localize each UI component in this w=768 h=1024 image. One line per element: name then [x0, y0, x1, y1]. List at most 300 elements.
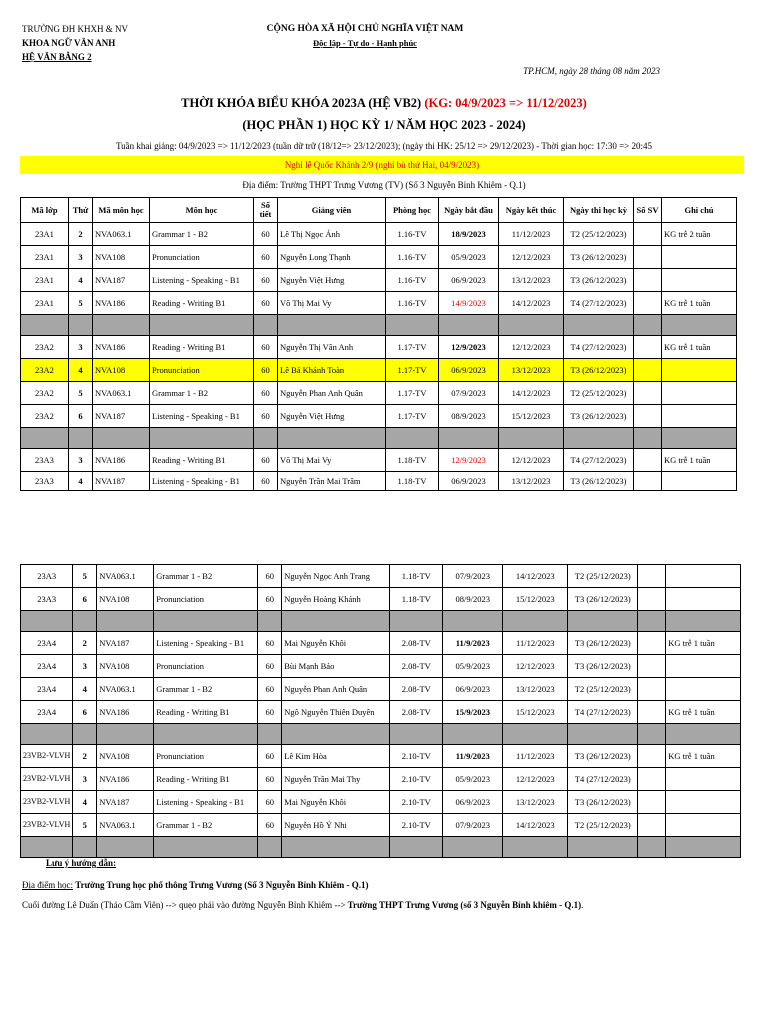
course-code-cell: NVA063.1 — [93, 223, 150, 246]
separator-cell — [69, 428, 93, 449]
exam-date-cell: T4 (27/12/2023) — [568, 701, 638, 724]
end-date-cell: 15/12/2023 — [503, 588, 568, 611]
room-cell: 1.18-TV — [390, 588, 443, 611]
start-date-cell: 08/9/2023 — [439, 405, 499, 428]
end-date-cell: 12/12/2023 — [503, 655, 568, 678]
end-date-cell: 14/12/2023 — [499, 382, 564, 405]
room-cell: 2.10-TV — [390, 814, 443, 837]
lecturer-cell: Nguyễn Ngọc Anh Trang — [282, 565, 390, 588]
separator-cell — [634, 428, 662, 449]
end-date-cell: 11/12/2023 — [503, 745, 568, 768]
note-cell — [662, 382, 737, 405]
col-end-date-header: Ngày kết thúc — [499, 198, 564, 223]
course-cell: Reading - Writing B1 — [150, 449, 254, 472]
course-cell: Pronunciation — [154, 588, 258, 611]
separator-cell — [254, 315, 278, 336]
lecturer-cell: Nguyễn Thị Vân Anh — [278, 336, 386, 359]
end-date-cell: 15/12/2023 — [503, 701, 568, 724]
course-code-cell: NVA187 — [97, 632, 154, 655]
class-code-cell: 23A3 — [21, 449, 69, 472]
end-date-cell: 14/12/2023 — [503, 565, 568, 588]
room-cell: 2.08-TV — [390, 701, 443, 724]
start-date-cell: 07/9/2023 — [439, 382, 499, 405]
course-code-cell: NVA108 — [93, 246, 150, 269]
student-count-cell — [638, 588, 666, 611]
student-count-cell — [638, 632, 666, 655]
separator-cell — [258, 724, 282, 745]
notes-title: Lưu ý hướng dẫn: — [46, 858, 117, 868]
col-class-code-header: Mã lớp — [21, 198, 69, 223]
exam-date-cell: T2 (25/12/2023) — [564, 382, 634, 405]
student-count-cell — [634, 223, 662, 246]
course-cell: Reading - Writing B1 — [154, 768, 258, 791]
exam-date-cell: T4 (27/12/2023) — [564, 449, 634, 472]
course-code-cell: NVA063.1 — [97, 814, 154, 837]
lecturer-cell: Nguyễn Việt Hưng — [278, 405, 386, 428]
table-row — [21, 745, 741, 768]
class-code-cell: 23VB2-VLVH — [21, 768, 73, 791]
separator-cell — [21, 315, 69, 336]
room-cell: 1.17-TV — [386, 382, 439, 405]
class-code-cell: 23A1 — [21, 223, 69, 246]
periods-cell: 60 — [254, 269, 278, 292]
notes-place — [22, 880, 368, 890]
course-code-cell: NVA108 — [97, 588, 154, 611]
course-code-cell: NVA187 — [93, 405, 150, 428]
end-date-cell: 12/12/2023 — [499, 449, 564, 472]
title-main: THỜI KHÓA BIỂU KHÓA 2023A (HỆ VB2) — [181, 96, 422, 110]
col-room-header: Phòng học — [386, 198, 439, 223]
separator-row — [21, 315, 737, 336]
separator-cell — [390, 724, 443, 745]
periods-cell: 60 — [254, 359, 278, 382]
separator-cell — [386, 315, 439, 336]
day-cell: 2 — [73, 745, 97, 768]
table-row — [21, 336, 737, 359]
day-cell: 6 — [73, 588, 97, 611]
course-code-cell: NVA187 — [93, 472, 150, 491]
class-code-cell: 23A3 — [21, 565, 73, 588]
table-row — [21, 632, 741, 655]
school-header — [22, 22, 128, 64]
note-cell: KG trễ 2 tuần — [662, 223, 737, 246]
note-cell — [666, 565, 741, 588]
class-code-cell: 23A2 — [21, 359, 69, 382]
note-cell — [662, 472, 737, 491]
course-code-cell: NVA186 — [93, 336, 150, 359]
note-cell — [662, 359, 737, 382]
start-date-cell: 08/9/2023 — [443, 588, 503, 611]
periods-cell: 60 — [254, 223, 278, 246]
separator-cell — [154, 611, 258, 632]
class-code-cell: 23A1 — [21, 292, 69, 315]
note-cell — [666, 655, 741, 678]
room-cell: 1.18-TV — [386, 449, 439, 472]
table-row — [21, 472, 737, 491]
class-code-cell: 23A2 — [21, 405, 69, 428]
exam-date-cell: T3 (26/12/2023) — [568, 655, 638, 678]
course-code-cell: NVA187 — [93, 269, 150, 292]
exam-date-cell: T3 (26/12/2023) — [568, 745, 638, 768]
periods-cell: 60 — [258, 632, 282, 655]
end-date-cell: 13/12/2023 — [503, 791, 568, 814]
room-cell: 1.16-TV — [386, 246, 439, 269]
separator-cell — [638, 611, 666, 632]
location-line: Địa điểm: Trường THPT Trưng Vương (TV) (Số 3 Nguyễn Bỉnh Khiêm - Q.1) — [242, 180, 526, 190]
note-cell: KG trễ 1 tuần — [662, 336, 737, 359]
separator-cell — [662, 315, 737, 336]
exam-date-cell: T3 (26/12/2023) — [568, 588, 638, 611]
exam-date-cell: T3 (26/12/2023) — [564, 246, 634, 269]
course-cell: Grammar 1 - B2 — [154, 814, 258, 837]
course-code-cell: NVA108 — [93, 359, 150, 382]
day-cell: 3 — [73, 655, 97, 678]
day-cell: 5 — [73, 814, 97, 837]
table-row — [21, 246, 737, 269]
separator-cell — [390, 837, 443, 858]
course-cell: Grammar 1 - B2 — [154, 678, 258, 701]
start-date-cell: 07/9/2023 — [443, 565, 503, 588]
student-count-cell — [638, 814, 666, 837]
periods-cell: 60 — [258, 701, 282, 724]
student-count-cell — [634, 472, 662, 491]
periods-cell: 60 — [254, 472, 278, 491]
col-course-header: Môn học — [150, 198, 254, 223]
end-date-cell: 11/12/2023 — [503, 632, 568, 655]
note-cell: KG trễ 1 tuần — [666, 632, 741, 655]
class-code-cell: 23A3 — [21, 472, 69, 491]
document-subtitle: (HỌC PHẦN 1) HỌC KỲ 1/ NĂM HỌC 2023 - 2024) — [242, 118, 526, 132]
faculty-name: KHOA NGỮ VĂN ANH — [22, 38, 116, 48]
room-cell: 1.17-TV — [386, 405, 439, 428]
col-start-date-header: Ngày bắt đầu — [439, 198, 499, 223]
start-date-cell: 06/9/2023 — [443, 791, 503, 814]
student-count-cell — [638, 655, 666, 678]
class-code-cell: 23A4 — [21, 655, 73, 678]
separator-cell — [254, 428, 278, 449]
course-cell: Pronunciation — [150, 246, 254, 269]
table-row — [21, 269, 737, 292]
student-count-cell — [634, 359, 662, 382]
separator-cell — [503, 724, 568, 745]
periods-cell: 60 — [258, 745, 282, 768]
lecturer-cell: Lê Bá Khánh Toàn — [278, 359, 386, 382]
day-cell: 5 — [69, 382, 93, 405]
table-row — [21, 449, 737, 472]
student-count-cell — [638, 791, 666, 814]
course-code-cell: NVA063.1 — [93, 382, 150, 405]
start-date-cell: 06/9/2023 — [443, 678, 503, 701]
start-date-cell: 07/9/2023 — [443, 814, 503, 837]
separator-cell — [390, 611, 443, 632]
start-date-cell: 06/9/2023 — [439, 359, 499, 382]
program-name: HỆ VĂN BẰNG 2 — [22, 52, 92, 62]
day-cell: 4 — [69, 472, 93, 491]
periods-cell: 60 — [254, 382, 278, 405]
start-date-cell: 12/9/2023 — [439, 336, 499, 359]
col-notes-header: Ghi chú — [662, 198, 737, 223]
separator-cell — [154, 724, 258, 745]
room-cell: 2.10-TV — [390, 791, 443, 814]
exam-date-cell: T2 (25/12/2023) — [564, 223, 634, 246]
separator-cell — [282, 837, 390, 858]
start-date-cell: 18/9/2023 — [439, 223, 499, 246]
room-cell: 1.16-TV — [386, 292, 439, 315]
document-date: TP.HCM, ngày 28 tháng 08 năm 2023 — [523, 66, 660, 76]
table-row — [21, 768, 741, 791]
separator-cell — [503, 611, 568, 632]
separator-cell — [282, 724, 390, 745]
room-cell: 1.18-TV — [386, 472, 439, 491]
table-row — [21, 814, 741, 837]
course-cell: Grammar 1 - B2 — [150, 223, 254, 246]
separator-cell — [634, 315, 662, 336]
lecturer-cell: Bùi Mạnh Bảo — [282, 655, 390, 678]
separator-cell — [638, 724, 666, 745]
start-date-cell: 12/9/2023 — [439, 449, 499, 472]
exam-date-cell: T2 (25/12/2023) — [568, 565, 638, 588]
lecturer-cell: Mai Nguyễn Khôi — [282, 632, 390, 655]
lecturer-cell: Nguyễn Trần Mai Trâm — [278, 472, 386, 491]
day-cell: 3 — [69, 246, 93, 269]
start-date-cell: 11/9/2023 — [443, 632, 503, 655]
note-cell — [666, 588, 741, 611]
separator-cell — [666, 837, 741, 858]
separator-cell — [568, 611, 638, 632]
course-code-cell: NVA108 — [97, 655, 154, 678]
directions-prefix: Cuối đường Lê Duẩn (Thảo Cầm Viên) --> quẹo phải vào đường Nguyễn Bỉnh Khiêm --> — [22, 900, 346, 910]
periods-cell: 60 — [258, 791, 282, 814]
day-cell: 3 — [73, 768, 97, 791]
separator-cell — [443, 837, 503, 858]
periods-cell: 60 — [258, 588, 282, 611]
table-header-row — [21, 198, 737, 223]
note-cell — [666, 768, 741, 791]
lecturer-cell: Nguyễn Phan Anh Quân — [278, 382, 386, 405]
exam-date-cell: T3 (26/12/2023) — [564, 359, 634, 382]
periods-cell: 60 — [254, 292, 278, 315]
course-cell: Pronunciation — [154, 745, 258, 768]
end-date-cell: 13/12/2023 — [499, 472, 564, 491]
room-cell: 2.08-TV — [390, 678, 443, 701]
separator-cell — [439, 428, 499, 449]
day-cell: 3 — [69, 336, 93, 359]
day-cell: 6 — [73, 701, 97, 724]
lecturer-cell: Nguyễn Việt Hưng — [278, 269, 386, 292]
day-cell: 6 — [69, 405, 93, 428]
separator-cell — [97, 724, 154, 745]
table-row — [21, 655, 741, 678]
table-row — [21, 292, 737, 315]
exam-date-cell: T3 (26/12/2023) — [568, 791, 638, 814]
separator-cell — [666, 611, 741, 632]
lecturer-cell: Nguyễn Trần Mai Thy — [282, 768, 390, 791]
student-count-cell — [638, 701, 666, 724]
end-date-cell: 12/12/2023 — [499, 336, 564, 359]
col-periods-header: Số tiết — [254, 198, 278, 223]
student-count-cell — [634, 269, 662, 292]
table-row — [21, 791, 741, 814]
periods-cell: 60 — [258, 814, 282, 837]
separator-cell — [282, 611, 390, 632]
end-date-cell: 13/12/2023 — [499, 359, 564, 382]
room-cell: 2.10-TV — [390, 768, 443, 791]
course-cell: Listening - Speaking - B1 — [150, 405, 254, 428]
separator-cell — [443, 724, 503, 745]
student-count-cell — [634, 449, 662, 472]
separator-cell — [564, 428, 634, 449]
end-date-cell: 12/12/2023 — [503, 768, 568, 791]
end-date-cell: 14/12/2023 — [503, 814, 568, 837]
exam-date-cell: T4 (27/12/2023) — [568, 768, 638, 791]
separator-cell — [662, 428, 737, 449]
separator-cell — [21, 837, 73, 858]
separator-row — [21, 611, 741, 632]
motto: Độc lập - Tự do - Hạnh phúc — [313, 38, 417, 48]
note-cell: KG trễ 1 tuần — [666, 745, 741, 768]
separator-cell — [73, 611, 97, 632]
start-date-cell: 14/9/2023 — [439, 292, 499, 315]
schedule-table-part1 — [20, 197, 737, 491]
course-code-cell: NVA063.1 — [97, 678, 154, 701]
periods-cell: 60 — [254, 246, 278, 269]
end-date-cell: 13/12/2023 — [499, 269, 564, 292]
note-cell: KG trễ 1 tuần — [666, 701, 741, 724]
lecturer-cell: Nguyễn Hoàng Khánh — [282, 588, 390, 611]
table-row — [21, 588, 741, 611]
periods-cell: 60 — [254, 405, 278, 428]
exam-date-cell: T4 (27/12/2023) — [564, 336, 634, 359]
separator-cell — [21, 428, 69, 449]
exam-date-cell: T2 (25/12/2023) — [568, 814, 638, 837]
course-cell: Reading - Writing B1 — [150, 336, 254, 359]
room-cell: 1.17-TV — [386, 336, 439, 359]
course-code-cell: NVA108 — [97, 745, 154, 768]
end-date-cell: 15/12/2023 — [499, 405, 564, 428]
lecturer-cell: Ngô Nguyễn Thiên Duyên — [282, 701, 390, 724]
separator-cell — [21, 611, 73, 632]
periods-cell: 60 — [258, 678, 282, 701]
class-code-cell: 23A2 — [21, 336, 69, 359]
separator-cell — [97, 837, 154, 858]
notes-directions — [22, 900, 583, 910]
day-cell: 4 — [69, 359, 93, 382]
directions-target: Trường THPT Trưng Vương (số 3 Nguyễn Bỉnh khiêm - Q.1) — [347, 900, 582, 910]
separator-cell — [150, 315, 254, 336]
note-cell — [666, 791, 741, 814]
end-date-cell: 11/12/2023 — [499, 223, 564, 246]
room-cell: 1.17-TV — [386, 359, 439, 382]
university-name: TRƯỜNG ĐH KHXH & NV — [22, 24, 128, 34]
start-date-cell: 05/9/2023 — [443, 655, 503, 678]
lecturer-cell: Mai Nguyễn Khôi — [282, 791, 390, 814]
end-date-cell: 13/12/2023 — [503, 678, 568, 701]
course-code-cell: NVA186 — [93, 292, 150, 315]
class-code-cell: 23VB2-VLVH — [21, 745, 73, 768]
room-cell: 2.10-TV — [390, 745, 443, 768]
periods-cell: 60 — [258, 655, 282, 678]
title-dates: (KG: 04/9/2023 => 11/12/2023) — [424, 96, 587, 110]
exam-date-cell: T3 (26/12/2023) — [564, 405, 634, 428]
course-code-cell: NVA186 — [97, 701, 154, 724]
day-cell: 5 — [69, 292, 93, 315]
col-student-count-header: Số SV — [634, 198, 662, 223]
national-header — [230, 22, 500, 50]
class-code-cell: 23A2 — [21, 382, 69, 405]
student-count-cell — [638, 678, 666, 701]
table-row — [21, 405, 737, 428]
course-cell: Listening - Speaking - B1 — [154, 632, 258, 655]
exam-date-cell: T2 (25/12/2023) — [568, 678, 638, 701]
end-date-cell: 14/12/2023 — [499, 292, 564, 315]
course-code-cell: NVA186 — [93, 449, 150, 472]
separator-cell — [258, 837, 282, 858]
room-cell: 1.16-TV — [386, 223, 439, 246]
notes-place-value: Trường Trung học phổ thông Trưng Vương (Số 3 Nguyễn Bỉnh Khiêm - Q.1) — [75, 880, 369, 890]
separator-cell — [666, 724, 741, 745]
separator-cell — [439, 315, 499, 336]
day-cell: 4 — [73, 791, 97, 814]
room-cell: 1.16-TV — [386, 269, 439, 292]
exam-date-cell: T4 (27/12/2023) — [564, 292, 634, 315]
exam-date-cell: T3 (26/12/2023) — [564, 269, 634, 292]
student-count-cell — [634, 292, 662, 315]
col-course-code-header: Mã môn học — [93, 198, 150, 223]
separator-cell — [278, 428, 386, 449]
course-cell: Reading - Writing B1 — [154, 701, 258, 724]
start-date-cell: 15/9/2023 — [443, 701, 503, 724]
separator-cell — [638, 837, 666, 858]
lecturer-cell: Lê Thị Ngọc Ánh — [278, 223, 386, 246]
table-row — [21, 565, 741, 588]
periods-cell: 60 — [258, 768, 282, 791]
day-cell: 3 — [69, 449, 93, 472]
separator-cell — [443, 611, 503, 632]
holiday-banner: Nghỉ lễ Quốc Khánh 2/9 (nghỉ bù thứ Hai, 04/9/2023) — [20, 156, 744, 174]
lecturer-cell: Võ Thị Mai Vy — [278, 292, 386, 315]
room-cell: 2.08-TV — [390, 655, 443, 678]
note-cell — [662, 246, 737, 269]
day-cell: 4 — [73, 678, 97, 701]
separator-cell — [73, 724, 97, 745]
student-count-cell — [634, 382, 662, 405]
periods-cell: 60 — [254, 449, 278, 472]
course-code-cell: NVA063.1 — [97, 565, 154, 588]
lecturer-cell: Lê Kim Hòa — [282, 745, 390, 768]
start-date-cell: 05/9/2023 — [439, 246, 499, 269]
day-cell: 2 — [73, 632, 97, 655]
note-cell: KG trễ 1 tuần — [662, 292, 737, 315]
course-cell: Listening - Speaking - B1 — [154, 791, 258, 814]
separator-cell — [503, 837, 568, 858]
start-date-cell: 06/9/2023 — [439, 269, 499, 292]
col-day-header: Thứ — [69, 198, 93, 223]
table-row — [21, 678, 741, 701]
directions-suffix: . — [581, 900, 584, 910]
separator-row — [21, 837, 741, 858]
student-count-cell — [638, 565, 666, 588]
separator-cell — [278, 315, 386, 336]
separator-cell — [258, 611, 282, 632]
schedule-info: Tuần khai giảng: 04/9/2023 => 11/12/2023 (tuần dữ trữ (18/12=> 23/12/2023); (ngày thi HK: 25/12 => 29/12/2023) - Thời gian học: 17:30 => 20:45 — [115, 141, 652, 151]
separator-cell — [386, 428, 439, 449]
separator-cell — [93, 315, 150, 336]
start-date-cell: 05/9/2023 — [443, 768, 503, 791]
separator-row — [21, 724, 741, 745]
student-count-cell — [638, 745, 666, 768]
table-row — [21, 701, 741, 724]
course-code-cell: NVA186 — [97, 768, 154, 791]
